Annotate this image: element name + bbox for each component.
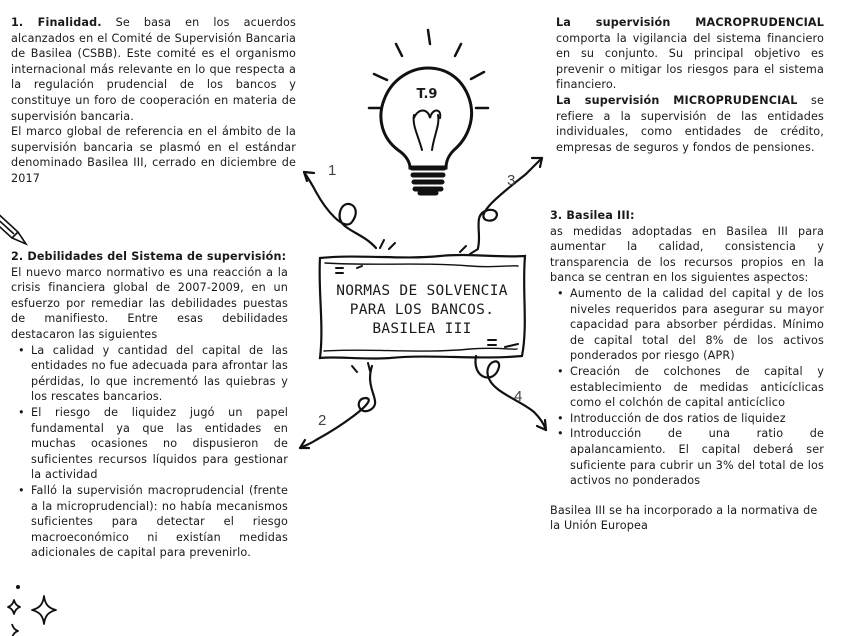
heading-text: 2. Debilidades del Sistema de supervisión: bbox=[11, 250, 287, 263]
section-basilea bbox=[550, 208, 824, 534]
section-paragraph bbox=[556, 15, 824, 93]
arrow-number-3: 3 bbox=[507, 172, 516, 189]
section-heading: La supervisión MACROPRUDENCIAL bbox=[556, 16, 824, 29]
bullet-list bbox=[11, 343, 288, 561]
section-text: El marco global de referencia en el ámbito de la supervisión bancaria se plasmó en el estándar denominado Basilea III, cerrado en diciembre de 2017 bbox=[11, 125, 296, 185]
arrow-number-2: 2 bbox=[318, 412, 327, 429]
bullet-list bbox=[550, 286, 824, 489]
list-item: • La calidad y cantidad del capital de las entidades no fue adecuada para afrontar las pérdidas, lo que incrementó las quiebras y los rescates bancarios. bbox=[31, 343, 288, 405]
section-heading: 1. Finalidad. bbox=[11, 16, 102, 29]
section-intro: as medidas adoptadas en Basilea III para aumentar la calidad, consistencia y transparencia de los recursos propios en la banca se centran en los siguientes aspectos: bbox=[550, 224, 824, 285]
title-line: NORMAS DE SOLVENCIA bbox=[336, 282, 508, 299]
section-text: Se basa en los acuerdos alcanzados en el Comité de Supervisión Bancaria de Basilea (CSBB). Este comité es el organismo internacional más relevante en lo que respecta a la regulación prudencial de los bancos y constituye un foro de cooperación en materia de supervisión bancaria. bbox=[11, 16, 296, 123]
section-heading bbox=[550, 208, 824, 224]
arrow-number-1: 1 bbox=[328, 162, 337, 179]
section-paragraph bbox=[556, 93, 824, 155]
center-title bbox=[322, 262, 522, 358]
list-item: • Falló la supervisión macroprudencial (frente a la microprudencial): no había mecanismos suficientes para detectar el riesgo macroeconómico ni existían medidas adicionales de capital para prevenirlo. bbox=[31, 483, 288, 561]
section-footer: Basilea III se ha incorporado a la normativa de la Unión Europea bbox=[550, 503, 818, 533]
section-heading bbox=[11, 249, 288, 265]
arrow-number-4: 4 bbox=[514, 388, 523, 405]
section-paragraph bbox=[11, 15, 296, 124]
bullet-dot bbox=[16, 585, 20, 589]
section-text: se refiere a la supervisión de las entidades individuales, como entidades de crédito, empresas de seguros y fondos de pensiones. bbox=[556, 93, 824, 154]
sparkle-icon bbox=[8, 596, 56, 636]
title-line: PARA LOS BANCOS. bbox=[349, 301, 495, 318]
light-bulb-icon bbox=[369, 30, 488, 193]
list-item: • El riesgo de liquidez jugó un papel fundamental ya que las entidades en muchas ocasiones no dispusieron de suficientes recursos líquidos para gestionar la actividad bbox=[31, 405, 288, 483]
list-item: • Creación de colchones de capital y establecimiento de medidas anticíclicas como el colchón de capital anticíclico bbox=[570, 364, 824, 411]
section-text: comporta la vigilancia del sistema financiero en su conjunto. Su principal objetivo es prevenir o mitigar los riesgos para el sistema financiero. bbox=[556, 31, 824, 92]
section-supervision bbox=[556, 15, 824, 155]
list-item: • Introducción de una ratio de apalancamiento. El capital deberá ser suficiente para cubrir un 3% del total de los activos no ponderados bbox=[570, 426, 824, 488]
section-debilidades bbox=[11, 249, 288, 561]
heading-text: 3. Basilea III: bbox=[550, 209, 635, 222]
pencil-icon bbox=[0, 210, 26, 244]
section-heading: La supervisión MICROPRUDENCIAL bbox=[556, 93, 798, 107]
title-line: BASILEA III bbox=[372, 320, 472, 337]
list-item: • Aumento de la calidad del capital y de los niveles requeridos para asegurar su mayor capacidad para absorber pérdidas. Mínimo de capital total del 8% de los activos ponderados por riesgo (APR) bbox=[570, 286, 824, 364]
bulb-label: T.9 bbox=[416, 87, 438, 102]
section-intro: El nuevo marco normativo es una reacción a la crisis financiera global de 2007-2009, en un esfuerzo por remediar las debilidades puestas de manifiesto. Entre esas debilidades destacaron las siguientes bbox=[11, 265, 288, 341]
list-item: • Introducción de dos ratios de liquidez bbox=[570, 411, 824, 427]
section-finalidad bbox=[11, 15, 296, 187]
